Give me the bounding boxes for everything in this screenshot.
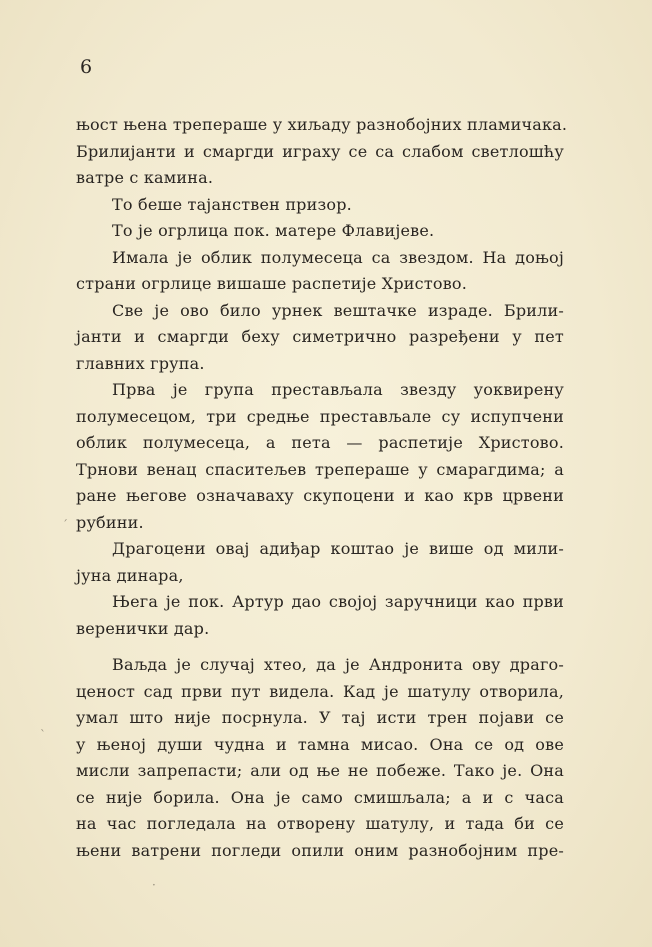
text-line: Имала је облик полумесеца са звездом. На доњој: [112, 247, 564, 267]
text-line: веренички дар.: [76, 618, 210, 638]
text-line: Драгоцени овај адиђар коштао је више од мили-: [112, 539, 564, 558]
text-line: То беше тајанствен призор.: [112, 194, 352, 214]
paragraph: [76, 112, 568, 192]
text-line: ране његове означаваху скупоцени и као крв црвени: [76, 486, 564, 505]
text-line: њост њена трепераше у хиљаду разнобојних пламичака.: [76, 115, 568, 134]
text-line: ватре с камина.: [76, 168, 214, 187]
ink-speck: ˊ: [62, 518, 68, 532]
text-line: се није борила. Она је само смишљала; а и с часа: [76, 787, 564, 807]
text-line: њени ватрени погледи опили оним разнобојним пре-: [76, 840, 564, 860]
text-line: у њеној души чудна и тамна мисао. Она се од ове: [76, 734, 564, 754]
text-line: рубини.: [76, 512, 144, 532]
paragraph: [76, 589, 564, 642]
text-line: страни огрлице вишаше распетије Христово.: [76, 274, 468, 293]
text-line: То је огрлица пок. матере Флавијеве.: [112, 221, 435, 240]
text-line: на час погледала на отворену шатулу, и тада би се: [76, 814, 564, 833]
body-text: [76, 112, 568, 864]
text-line: полумесецом, три средње престављале су испупчени: [76, 406, 564, 426]
text-line: Њега је пок. Артур дао својој заручници као први: [112, 592, 564, 611]
page-number: 6: [80, 56, 93, 78]
ink-speck: ˋ: [40, 728, 46, 742]
text-line: Брилијанти и смаргди играху се са слабом светлошћу: [76, 141, 564, 161]
text-line: мисли запрепасти; али од ње не побеже. Тако је. Она: [76, 761, 564, 780]
paragraph: [76, 245, 564, 298]
paragraph: [76, 536, 564, 589]
text-line: главних група.: [76, 353, 205, 373]
text-line: Све је ово било урнек вештачке израде. Брили-: [112, 300, 564, 320]
paragraph: [76, 218, 564, 245]
paragraph-gap: [76, 642, 564, 652]
paragraph: [76, 377, 564, 536]
text-line: умал што није посрнула. У тај исти трен појави се: [76, 708, 564, 727]
ink-speck: ·: [152, 878, 156, 892]
text-line: јанти и смаргди беху симетрично разређени у пет: [76, 327, 564, 346]
paragraph: [76, 652, 564, 864]
text-line: облик полумесеца, а пета — распетије Христово.: [76, 433, 564, 452]
paragraph: [76, 298, 564, 378]
paragraph: [76, 192, 564, 219]
text-line: Трнови венац спаситељев трепераше у смарагдима; а: [76, 459, 564, 479]
text-line: ценост сад први пут видела. Кад је шатулу отворила,: [76, 681, 564, 701]
text-line: Ваљда је случај хтео, да је Андронита ову драго-: [112, 655, 564, 674]
text-line: јуна динара,: [76, 565, 184, 585]
text-line: Прва је група престављала звезду уоквирену: [112, 380, 564, 399]
